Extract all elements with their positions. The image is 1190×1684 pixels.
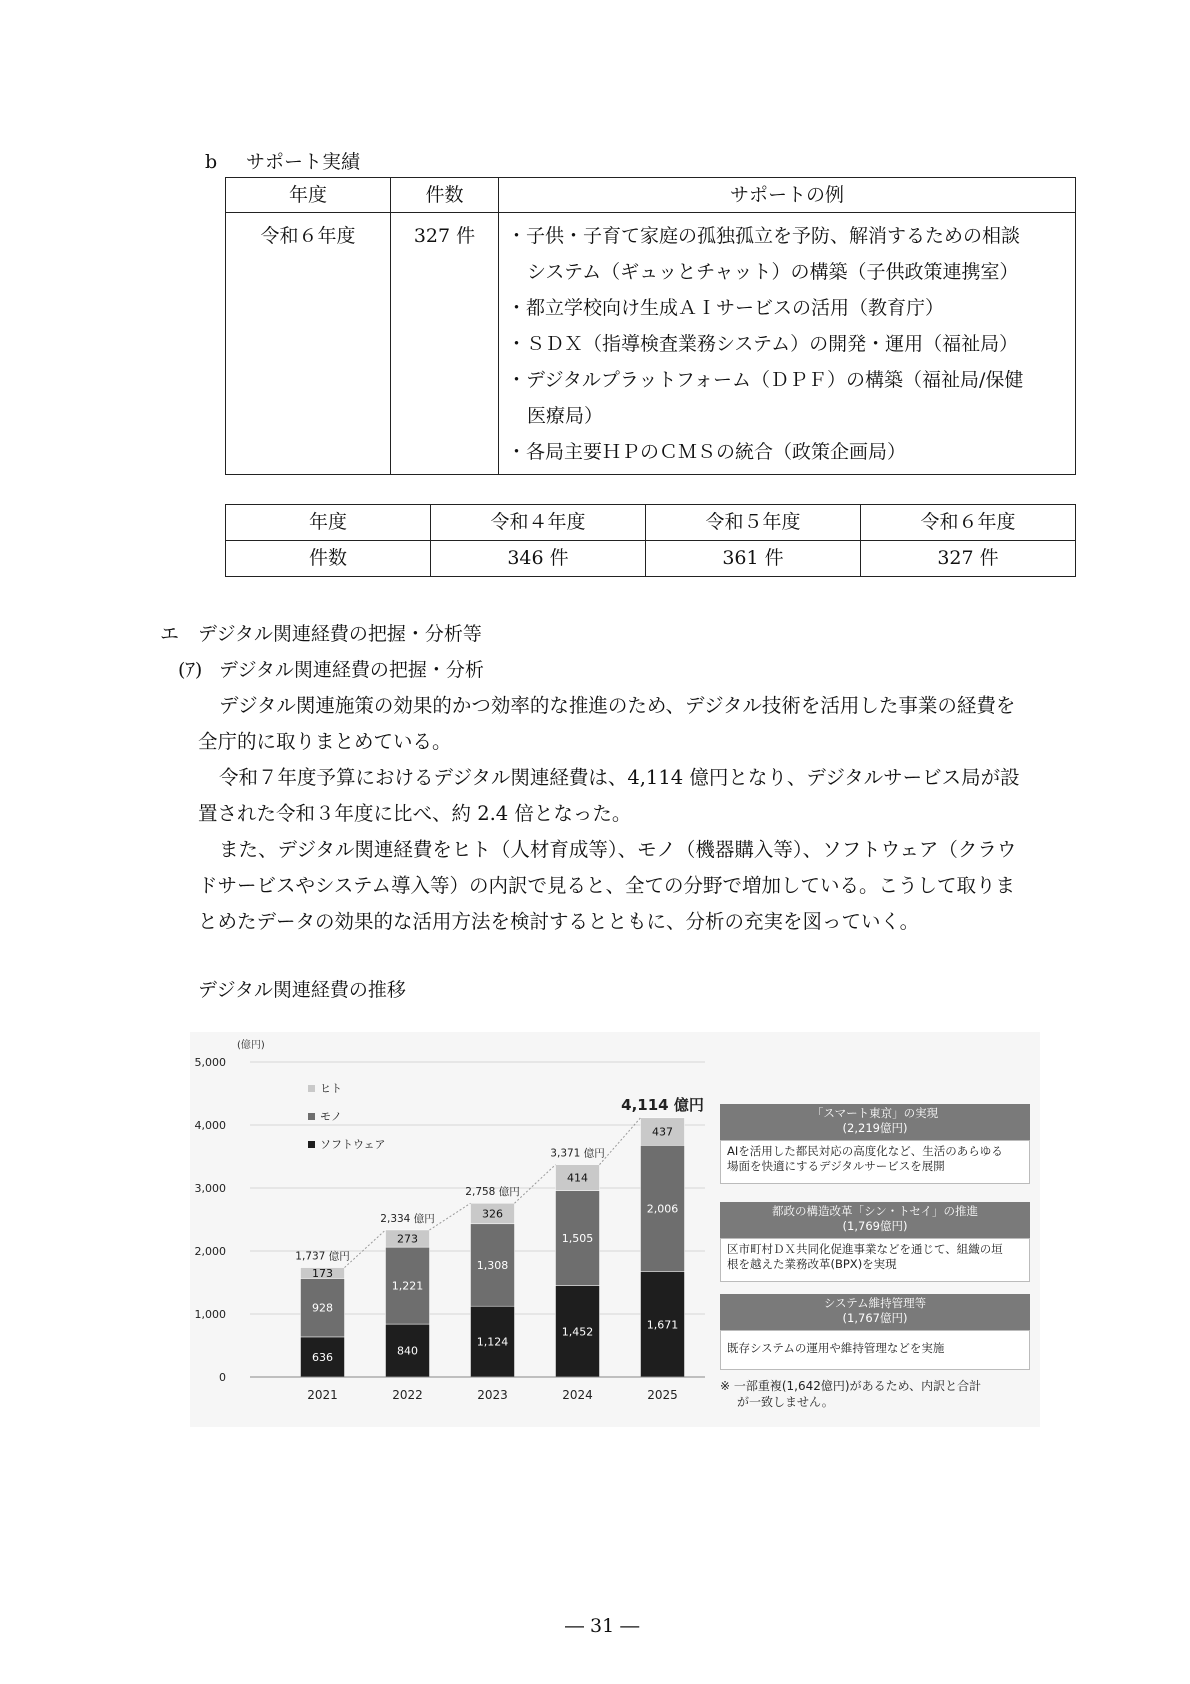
page-number: ― 31 ―: [565, 1615, 640, 1637]
data-label: 1,308: [476, 1258, 509, 1272]
panel-2-text: 区市町村ＤＸ共同化促進事業などを通じて、組織の垣: [727, 1242, 1003, 1256]
body-line: とめたデータの効果的な活用方法を検討するとともに、分析の充実を図っていく。: [198, 910, 920, 933]
x-tick-label: 2021: [307, 1388, 338, 1402]
body-line: また、デジタル関連経費をヒト（人材育成等）、モノ（機器購入等）、ソフトウェア（クラウ: [219, 838, 1017, 861]
chart-note-line: ※ 一部重複(1,642億円)があるため、内訳と合計: [720, 1379, 982, 1393]
example-line: ・デジタルプラットフォーム（ＤＰＦ）の構築（福祉局/保健: [507, 369, 1024, 391]
legend-swatch: [308, 1141, 315, 1148]
panel-1-header: [720, 1104, 1030, 1140]
y-tick-label: 1,000: [194, 1308, 226, 1321]
header-examples: サポートの例: [499, 178, 1076, 213]
total-label: 2,334 億円: [380, 1212, 435, 1225]
y-tick-label: 3,000: [194, 1182, 226, 1195]
example-line: ・都立学校向け生成ＡＩサービスの活用（教育庁）: [507, 297, 945, 319]
count-table-cell: 年度: [226, 505, 431, 541]
data-label: 414: [567, 1171, 588, 1185]
chart-note-line: が一致しません。: [737, 1395, 834, 1409]
section-b-label: b: [205, 151, 218, 173]
example-line: ・子供・子育て家庭の孤独孤立を予防、解消するための相談: [507, 225, 1021, 247]
panel-3-text: 既存システムの運用や維持管理などを実施: [727, 1341, 945, 1355]
panel-2-header: [720, 1202, 1030, 1238]
panel-2-text: 根を越えた業務改革(BPX)を実現: [727, 1257, 897, 1271]
y-tick-label: 4,000: [194, 1119, 226, 1132]
panel-3-title: システム維持管理等: [823, 1296, 927, 1310]
y-tick-label: 0: [219, 1371, 226, 1384]
total-label: 3,371 億円: [550, 1147, 605, 1160]
data-label: 1,505: [561, 1232, 594, 1246]
x-tick-label: 2022: [392, 1388, 423, 1402]
example-line: 医療局）: [527, 405, 604, 427]
count-table-cell: 327 件: [861, 541, 1076, 577]
legend-label: モノ: [320, 1110, 342, 1123]
cell-examples: [499, 213, 1076, 475]
chart-caption: デジタル関連経費の推移: [198, 979, 406, 1001]
panel-2-body: [720, 1238, 1030, 1282]
example-line: ・各局主要ＨＰのＣＭＳの統合（政策企画局）: [507, 441, 907, 463]
section-b-title: サポート実績: [246, 151, 361, 173]
panel-3-body: [720, 1330, 1030, 1370]
header-count: 件数: [391, 178, 499, 213]
body-line: 置された令和３年度に比べ、約 2.4 倍となった。: [198, 802, 632, 825]
x-tick-label: 2024: [562, 1388, 593, 1402]
panel-2-amount: (1,769億円): [842, 1219, 908, 1233]
panel-3-header: [720, 1294, 1030, 1330]
total-label: 1,737 億円: [295, 1250, 350, 1263]
cell-year: 令和６年度: [226, 213, 391, 475]
legend-label: ヒト: [320, 1082, 342, 1095]
section-e-title: デジタル関連経費の把握・分析等: [198, 623, 482, 645]
y-unit-label: (億円): [237, 1040, 265, 1051]
body-line: デジタル関連施策の効果的かつ効率的な推進のため、デジタル技術を活用した事業の経費を: [219, 694, 1016, 717]
data-label: 636: [312, 1350, 333, 1364]
x-tick-label: 2023: [477, 1388, 508, 1402]
total-label: 2,758 億円: [465, 1186, 520, 1199]
panel-1-text: 場面を快適にするデジタルサービスを展開: [727, 1159, 945, 1173]
data-label: 928: [312, 1301, 333, 1315]
data-label: 173: [312, 1267, 333, 1281]
panel-1-amount: (2,219億円): [842, 1121, 908, 1135]
panel-3-amount: (1,767億円): [842, 1311, 908, 1325]
legend-swatch: [308, 1113, 315, 1120]
data-label: 1,124: [476, 1335, 509, 1349]
y-tick-label: 2,000: [194, 1245, 226, 1258]
count-table-cell: 令和４年度: [431, 505, 646, 541]
count-table-cell: 346 件: [431, 541, 646, 577]
panel-1-text: AIを活用した都民対応の高度化など、生活のあらゆる: [727, 1144, 1003, 1158]
count-table: [225, 504, 1076, 577]
body-line: 全庁的に取りまとめている。: [198, 730, 452, 753]
trend-line: [430, 1203, 471, 1230]
legend-label: ソフトウェア: [320, 1138, 386, 1151]
x-tick-label: 2025: [647, 1388, 678, 1402]
subsection-label: (ｱ): [178, 659, 203, 681]
legend-swatch: [308, 1085, 315, 1092]
chart-note: [720, 1378, 981, 1410]
data-label: 273: [397, 1232, 418, 1246]
trend-line: [345, 1230, 386, 1268]
example-line: システム（ギュッとチャット）の構築（子供政策連携室）: [527, 261, 1019, 283]
cell-count: 327 件: [391, 213, 499, 475]
y-tick-label: 5,000: [194, 1056, 226, 1069]
panel-2-title: 都政の構造改革「シン・トセイ」の推進: [771, 1204, 979, 1218]
data-label: 1,671: [646, 1318, 679, 1332]
header-year: 年度: [226, 178, 391, 213]
count-table-cell: 令和５年度: [646, 505, 861, 541]
total-label: 4,114 億円: [621, 1095, 704, 1114]
count-table-cell: 令和６年度: [861, 505, 1076, 541]
count-table-cell: 件数: [226, 541, 431, 577]
support-table: [225, 177, 1076, 475]
panel-1-title: 「スマート東京」の実現: [811, 1106, 939, 1120]
data-label: 326: [482, 1207, 503, 1221]
example-line: ・ＳＤＸ（指導検査業務システム）の開発・運用（福祉局）: [507, 333, 1019, 355]
panel-1-body: [720, 1140, 1030, 1184]
data-label: 840: [397, 1344, 418, 1358]
data-label: 1,452: [561, 1325, 594, 1339]
data-label: 437: [652, 1125, 673, 1139]
body-line: 令和７年度予算におけるデジタル関連経費は、4,114 億円となり、デジタルサービス局が設: [219, 766, 1020, 789]
body-line: ドサービスやシステム導入等）の内訳で見ると、全ての分野で増加している。こうして取りま: [198, 874, 1016, 897]
count-table-cell: 361 件: [646, 541, 861, 577]
expense-chart: [190, 1032, 1040, 1427]
stacked-bar-chart: [190, 1032, 720, 1427]
section-e-label: エ: [160, 623, 180, 645]
trend-line: [515, 1165, 556, 1204]
data-label: 2,006: [646, 1202, 679, 1216]
data-label: 1,221: [391, 1279, 424, 1293]
subsection-title: デジタル関連経費の把握・分析: [219, 659, 484, 681]
